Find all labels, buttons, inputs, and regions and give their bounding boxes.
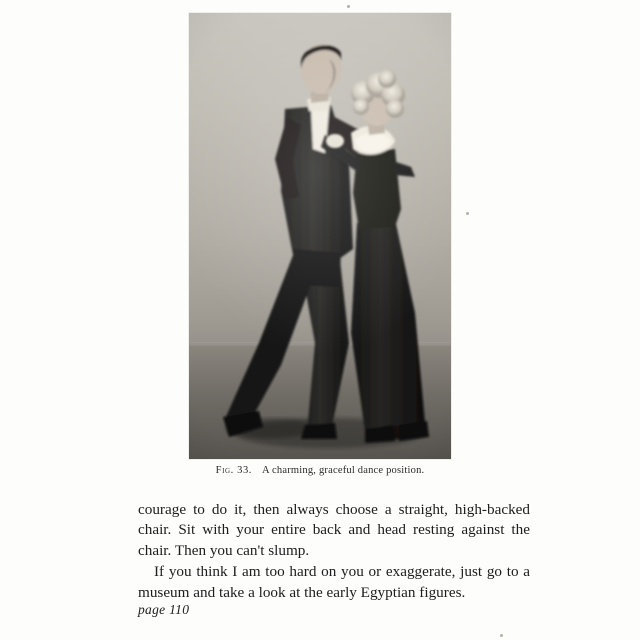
figure-caption-text: A charming, graceful dance position. bbox=[262, 465, 425, 476]
paper-speck bbox=[500, 634, 503, 637]
photograph bbox=[189, 13, 451, 459]
paper-speck bbox=[347, 5, 350, 8]
figure-caption-label: Fig. 33. bbox=[215, 465, 253, 476]
paragraph-museum: If you think I am too hard on you or exaggerate, just go to a museum and take a look at the early Egyptian figures. bbox=[138, 563, 530, 601]
paragraph-continued: courage to do it, then always choose a straight, high-backed chair. Sit with your entire back and head resting against the chair. Then you can't slump. bbox=[138, 501, 530, 559]
page-number: page 110 bbox=[138, 602, 190, 617]
figure-caption bbox=[0, 465, 640, 476]
dancing-couple-silhouettes bbox=[189, 13, 451, 459]
body-text bbox=[138, 500, 530, 603]
figure-plate bbox=[189, 13, 451, 459]
paper-speck bbox=[466, 212, 469, 215]
